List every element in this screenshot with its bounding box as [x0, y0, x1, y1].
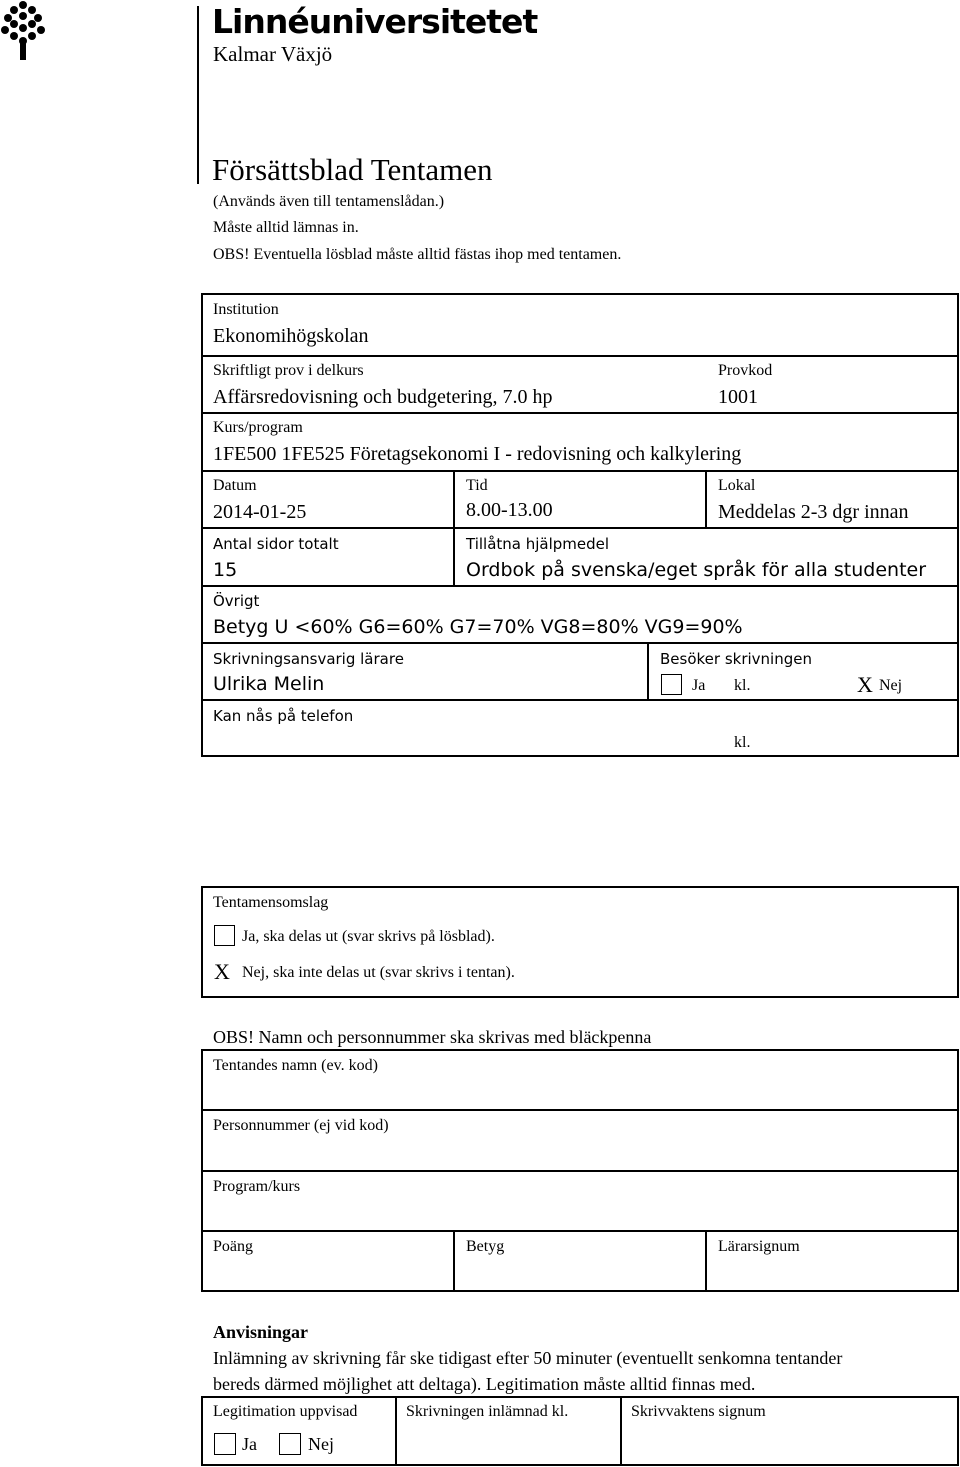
- written-exam-label: Skriftligt prov i delkurs: [213, 362, 364, 379]
- ink-notice: OBS! Namn och personnummer ska skrivas med bläckpenna: [213, 1027, 652, 1047]
- id-yes-checkbox[interactable]: [214, 1433, 236, 1455]
- instructions-line-1: Inlämning av skrivning får ske tidigast efter 50 minuter (eventuellt senkomna tentander: [213, 1348, 843, 1368]
- room-value: Meddelas 2-3 dgr innan: [718, 501, 909, 523]
- info-rule: [201, 470, 959, 472]
- guard-signature-field[interactable]: Skrivvaktens signum: [631, 1403, 766, 1420]
- teacher-label: Skrivningsansvarig lärare: [213, 650, 404, 668]
- date-value: 2014-01-25: [213, 501, 307, 523]
- aids-value: Ordbok på svenska/eget språk för alla studenter: [466, 559, 927, 581]
- cover-label: Tentamensomslag: [213, 894, 329, 911]
- info-rule: [201, 699, 959, 701]
- header-note-2: Måste alltid lämnas in.: [213, 219, 359, 236]
- page-title: Försättsblad Tentamen: [212, 152, 493, 187]
- id-shown-label: Legitimation uppvisad: [213, 1403, 358, 1420]
- institution-label: Institution: [213, 301, 279, 318]
- points-field[interactable]: Poäng: [213, 1238, 253, 1255]
- other-label: Övrigt: [213, 592, 260, 610]
- phone-kl-label: kl.: [734, 734, 751, 751]
- date-label: Datum: [213, 477, 257, 494]
- student-rule-vertical: [453, 1230, 455, 1292]
- info-rule-vertical: [647, 642, 649, 700]
- student-name-field[interactable]: Tentandes namn (ev. kod): [213, 1057, 378, 1074]
- footer-rule-vertical: [395, 1396, 397, 1466]
- info-rule: [201, 642, 959, 644]
- info-rule-vertical: [453, 470, 455, 587]
- time-value: 8.00-13.00: [466, 499, 553, 521]
- id-no-checkbox[interactable]: [279, 1433, 301, 1455]
- institution-value: Ekonomihögskolan: [213, 325, 369, 347]
- info-rule: [201, 527, 959, 529]
- cover-yes-label: Ja, ska delas ut (svar skrivs på lösblad).: [242, 928, 495, 945]
- cover-no-label: Nej, ska inte delas ut (svar skrivs i tentan).: [242, 964, 515, 981]
- aids-label: Tillåtna hjälpmedel: [466, 535, 610, 553]
- student-rule-vertical: [705, 1230, 707, 1292]
- instructions-line-2: bereds därmed möjlighet att deltaga). Legitimation måste alltid finnas med.: [213, 1374, 756, 1394]
- visits-yes-label: Ja: [692, 677, 706, 694]
- other-value: Betyg U <60% G6=60% G7=70% VG8=80% VG9=90%: [213, 616, 743, 638]
- instructions-heading: Anvisningar: [213, 1322, 309, 1342]
- id-no-label: Nej: [308, 1434, 334, 1454]
- exam-code-label: Provkod: [718, 362, 773, 379]
- course-label: Kurs/program: [213, 419, 303, 436]
- time-label: Tid: [466, 477, 488, 494]
- id-yes-label: Ja: [242, 1434, 257, 1454]
- pages-label: Antal sidor totalt: [213, 535, 339, 553]
- student-rule: [201, 1230, 959, 1232]
- program-field[interactable]: Program/kurs: [213, 1178, 301, 1195]
- grade-field[interactable]: Betyg: [466, 1238, 505, 1255]
- written-exam-value: Affärsredovisning och budgetering, 7.0 hp: [213, 386, 553, 408]
- exam-code-value: 1001: [718, 386, 758, 408]
- course-value: 1FE500 1FE525 Företagsekonomi I - redovisning och kalkylering: [213, 443, 742, 465]
- teacher-signature-field[interactable]: Lärarsignum: [718, 1238, 800, 1255]
- student-rule: [201, 1170, 959, 1172]
- handed-in-field[interactable]: Skrivningen inlämnad kl.: [406, 1403, 569, 1420]
- visits-yes-checkbox[interactable]: [661, 674, 682, 695]
- visits-no-mark[interactable]: X: [857, 672, 873, 697]
- personal-number-field[interactable]: Personnummer (ej vid kod): [213, 1117, 389, 1134]
- teacher-value: Ulrika Melin: [213, 673, 325, 695]
- cover-no-mark[interactable]: X: [214, 959, 230, 984]
- visits-kl-label: kl.: [734, 677, 751, 694]
- footer-rule-vertical: [620, 1396, 622, 1466]
- info-rule: [201, 355, 959, 357]
- header-note-3: OBS! Eventuella lösblad måste alltid fästas ihop med tentamen.: [213, 246, 622, 263]
- phone-label: Kan nås på telefon: [213, 707, 354, 725]
- info-rule: [201, 412, 959, 414]
- room-label: Lokal: [718, 477, 756, 494]
- logo-flower-icon: [0, 0, 46, 62]
- visits-label: Besöker skrivningen: [660, 650, 812, 668]
- pages-value: 15: [213, 559, 238, 581]
- visits-no-label: Nej: [879, 677, 903, 694]
- logo-wordmark: Linnéuniversitetet: [212, 2, 538, 41]
- info-rule: [201, 585, 959, 587]
- student-rule: [201, 1109, 959, 1111]
- logo-locations: Kalmar Växjö: [213, 42, 333, 66]
- info-rule-vertical: [705, 470, 707, 528]
- cover-yes-checkbox[interactable]: [214, 925, 235, 946]
- header-note-1: (Används även till tentamenslådan.): [213, 193, 445, 210]
- logo-divider: [197, 6, 199, 184]
